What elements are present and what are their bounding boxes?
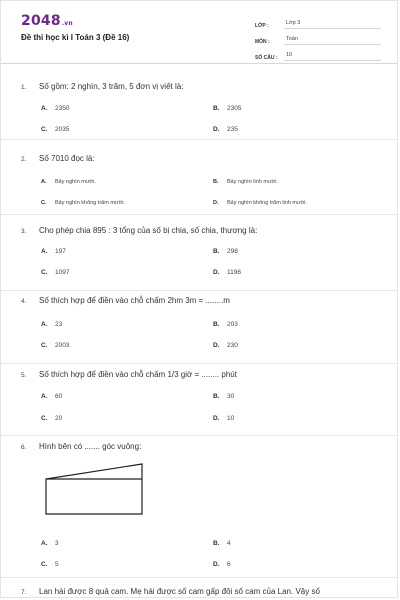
option-letter: B.	[213, 393, 220, 400]
option-b[interactable]	[213, 393, 234, 400]
option-text: 30	[227, 393, 235, 400]
option-a[interactable]	[41, 393, 62, 400]
question-number: 1.	[21, 84, 27, 91]
option-text: 2003	[55, 342, 70, 349]
option-text: 60	[55, 393, 63, 400]
option-c[interactable]	[41, 126, 69, 133]
question-3	[1, 214, 397, 291]
question-text	[21, 154, 95, 163]
meta-row-class	[255, 15, 381, 29]
option-d[interactable]	[213, 415, 234, 422]
meta-label: SỐ CÂU :	[255, 55, 278, 61]
question-number: 7.	[21, 589, 27, 596]
option-letter: C.	[41, 126, 48, 133]
question-text	[21, 82, 183, 91]
option-text: 298	[227, 248, 238, 255]
option-b[interactable]	[213, 179, 278, 185]
question-number: 6.	[21, 444, 27, 451]
option-letter: C.	[41, 415, 48, 422]
option-text: Bảy nghìn linh mười.	[227, 179, 279, 185]
option-text: 20	[55, 415, 63, 422]
option-letter: A.	[41, 540, 48, 547]
exam-title: Đề thi học kì I Toán 3 (Đề 16)	[21, 33, 130, 42]
option-letter: C.	[41, 269, 48, 276]
option-letter: A.	[41, 321, 48, 328]
option-letter: B.	[213, 179, 219, 185]
option-text: Bảy nghìn mười.	[55, 179, 96, 185]
option-text: 2350	[55, 105, 70, 112]
option-letter: C.	[41, 561, 48, 568]
option-c[interactable]	[41, 561, 59, 568]
option-letter: D.	[213, 561, 220, 568]
question-prompt: Số thích hợp để điền vào chỗ chấm 1/3 giờ = ........ phút	[39, 370, 237, 379]
meta-value: Toán	[284, 36, 381, 45]
option-d[interactable]	[213, 126, 238, 133]
option-text: 5	[55, 561, 59, 568]
option-text: 2305	[227, 105, 242, 112]
option-text: 1097	[55, 269, 70, 276]
option-text: 23	[55, 321, 63, 328]
meta-row-subject	[255, 31, 381, 45]
option-letter: A.	[41, 248, 48, 255]
question-text	[21, 587, 320, 596]
option-a[interactable]	[41, 105, 69, 112]
option-letter: B.	[213, 321, 220, 328]
option-text: 2035	[55, 126, 70, 133]
meta-value: 10	[284, 52, 381, 61]
exam-header	[1, 1, 397, 64]
site-logo[interactable]	[21, 13, 73, 29]
option-letter: D.	[213, 415, 220, 422]
option-d[interactable]	[213, 561, 231, 568]
option-a[interactable]	[41, 179, 96, 185]
option-b[interactable]	[213, 248, 238, 255]
option-d[interactable]	[213, 269, 241, 276]
question-number: 5.	[21, 372, 27, 379]
question-prompt: Cho phép chia 895 : 3 tổng của số bị chia, số chia, thương là:	[39, 226, 258, 235]
question-4	[1, 290, 397, 364]
question-prompt: Lan hái được 8 quả cam. Mẹ hái được số cam gấp đôi số cam của Lan. Vậy số	[39, 587, 320, 596]
exam-meta	[255, 15, 381, 63]
option-d[interactable]	[213, 200, 307, 206]
option-b[interactable]	[213, 321, 238, 328]
question-prompt: Số thích hợp để điền vào chỗ chấm 2hm 3m = ........m	[39, 296, 230, 305]
question-text	[21, 442, 141, 451]
option-text: Bảy nghìn không trăm linh mười.	[227, 200, 308, 206]
question-2	[1, 139, 397, 215]
option-text: Bảy nghìn không trăm mười.	[55, 200, 125, 206]
option-text: 235	[227, 126, 238, 133]
option-letter: D.	[213, 342, 220, 349]
option-letter: A.	[41, 105, 48, 112]
option-b[interactable]	[213, 105, 241, 112]
question-text	[21, 370, 237, 379]
option-c[interactable]	[41, 200, 125, 206]
option-letter: B.	[213, 540, 220, 547]
question-number: 4.	[21, 298, 27, 305]
option-text: 203	[227, 321, 238, 328]
question-1	[1, 63, 397, 140]
option-a[interactable]	[41, 248, 66, 255]
option-letter: A.	[41, 179, 47, 185]
logo-main: 2048	[21, 13, 61, 29]
option-a[interactable]	[41, 321, 62, 328]
option-text: 3	[55, 540, 59, 547]
option-letter: D.	[213, 269, 220, 276]
question-text	[21, 226, 257, 235]
right-angle-figure	[41, 458, 145, 522]
option-text: 230	[227, 342, 238, 349]
question-prompt: Hình bên có ....... góc vuông:	[39, 442, 142, 451]
question-number: 2.	[21, 156, 27, 163]
option-d[interactable]	[213, 342, 238, 349]
question-prompt: Số 7010 đọc là:	[39, 154, 95, 163]
option-letter: B.	[213, 105, 220, 112]
option-text: 4	[227, 540, 231, 547]
option-letter: A.	[41, 393, 48, 400]
question-5	[1, 363, 397, 436]
option-letter: C.	[41, 200, 47, 206]
logo-tld: .vn	[61, 20, 73, 27]
question-text	[21, 296, 230, 305]
option-c[interactable]	[41, 269, 69, 276]
option-letter: B.	[213, 248, 220, 255]
option-letter: D.	[213, 126, 220, 133]
meta-label: LỚP :	[255, 23, 269, 29]
question-number: 3.	[21, 228, 27, 235]
option-b[interactable]	[213, 540, 231, 547]
option-letter: D.	[213, 200, 219, 206]
question-7	[1, 577, 397, 599]
option-text: 1196	[227, 269, 241, 276]
figure-outline	[46, 464, 142, 514]
meta-row-count	[255, 47, 381, 61]
question-prompt: Số gồm: 2 nghìn, 3 trăm, 5 đơn vị viết là:	[39, 82, 184, 91]
meta-value: Lớp 3	[284, 20, 381, 29]
option-text: 10	[227, 415, 235, 422]
option-c[interactable]	[41, 415, 62, 422]
meta-label: MÔN :	[255, 39, 270, 45]
option-c[interactable]	[41, 342, 69, 349]
option-text: 6	[227, 561, 231, 568]
option-a[interactable]	[41, 540, 59, 547]
option-text: 197	[55, 248, 66, 255]
option-letter: C.	[41, 342, 48, 349]
